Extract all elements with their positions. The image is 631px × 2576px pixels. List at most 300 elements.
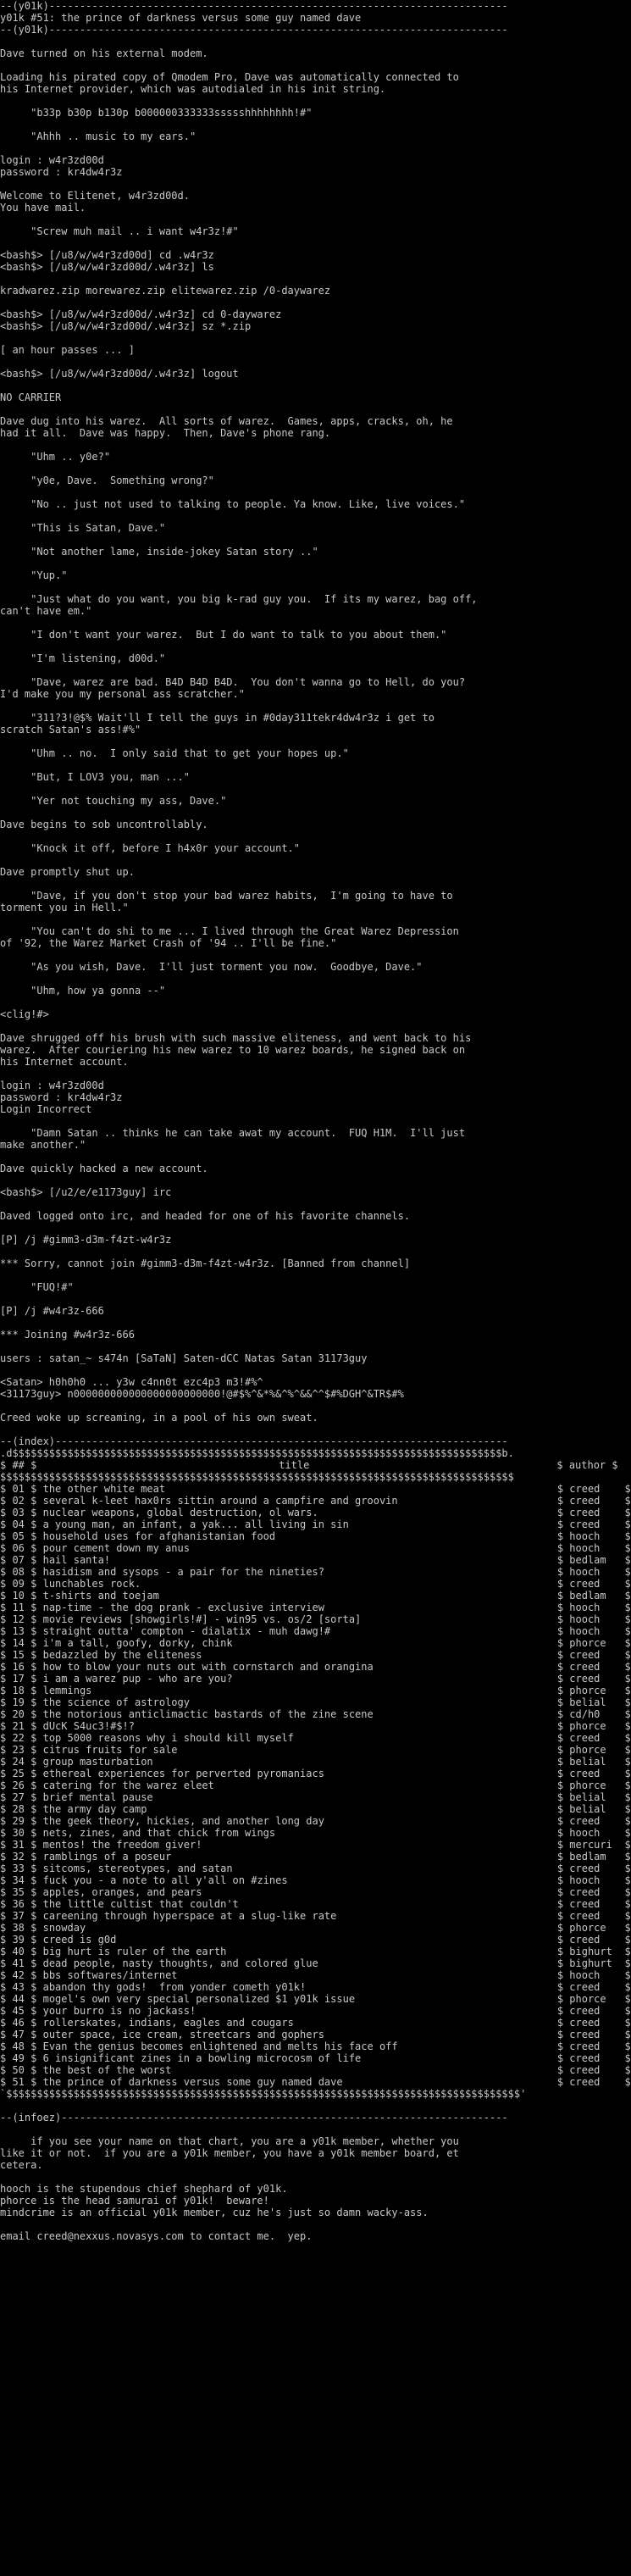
issue-title: big hurt is ruler of the earth xyxy=(42,1946,227,1957)
issue-author: creed xyxy=(569,1863,601,1874)
story-line xyxy=(0,807,610,819)
story-line: *** Joining #w4r3z-666 xyxy=(0,1329,135,1341)
story-line xyxy=(0,997,610,1008)
issue-title: sitcoms, stereotypes, and satan xyxy=(42,1863,233,1874)
index-row: $ 40 $ big hurt is ruler of the earth $ bighurt $ xyxy=(0,1946,631,1957)
issue-title: several k-leet hax0rs sittin around a campfire and groovin xyxy=(42,1495,398,1507)
story-line: users : satan_~ s474n [SaTaN] Saten-dCC Natas Satan 31173guy xyxy=(0,1352,368,1364)
col-author-header: author xyxy=(568,1459,606,1471)
issue-number: 05 xyxy=(12,1530,25,1542)
issue-author: bighurt xyxy=(569,1957,612,1969)
issue-author: bedlam xyxy=(569,1851,606,1863)
issue-title: nuclear weapons, global destruction, ol wars. xyxy=(42,1507,318,1518)
story-line: his Internet account. xyxy=(0,1056,129,1068)
story-line xyxy=(0,356,610,368)
index-row: $ 25 $ ethereal experiences for perverted pyromaniacs $ creed $ xyxy=(0,1768,631,1779)
issue-title: group masturbation xyxy=(42,1756,153,1768)
story-line: "FUQ!#" xyxy=(0,1281,74,1293)
index-table xyxy=(0,1447,631,2100)
index-row: $ 10 $ t-shirts and toejam $ bedlam $ xyxy=(0,1590,631,1602)
story-line: login : w4r3zd00d xyxy=(0,154,104,166)
story-line: <Satan> h0h0h0 ... y3w c4nn0t ezc4p3 m3!#%^ xyxy=(0,1376,263,1388)
issue-author: phorce xyxy=(569,1720,606,1732)
story-line xyxy=(0,783,610,795)
issue-author: creed xyxy=(569,1898,601,1910)
story-line xyxy=(0,439,610,451)
issue-number: 38 xyxy=(12,1922,25,1934)
issue-title: mentos! the freedom giver! xyxy=(42,1839,202,1851)
issue-number: 07 xyxy=(12,1554,25,1566)
story-line: his Internet provider, which was autodialed in his init string. xyxy=(0,83,386,95)
index-row: $ 20 $ the notorious anticlimactic bastards of the zine scene $ cd/h0 $ xyxy=(0,1708,631,1720)
issue-title: Evan the genius becomes enlightened and melts his face off xyxy=(42,2040,398,2052)
issue-title: i'm a tall, goofy, dorky, chink xyxy=(42,1637,233,1649)
document-title: y01k #51: the prince of darkness versus some guy named dave xyxy=(0,12,362,24)
issue-number: 14 xyxy=(12,1637,25,1649)
story-line: "Knock it off, before I h4x0r your account." xyxy=(0,842,301,854)
issue-author: creed xyxy=(569,1661,601,1673)
issue-title: nets, zines, and that chick from wings xyxy=(42,1827,276,1839)
story-line: password : kr4dw4r3z xyxy=(0,166,123,178)
issue-title: careening through hyperspace at a slug-like rate xyxy=(42,1910,337,1922)
issue-title: bedazzled by the eliteness xyxy=(42,1649,202,1661)
story-line: <bash$> [/u8/w/w4r3zd00d/.w4r3z] logout xyxy=(0,368,239,380)
issue-author: creed xyxy=(569,1495,601,1507)
index-row: $ 12 $ movie reviews [showgirls!#] - win95 vs. os/2 [sorta] $ hooch $ xyxy=(0,1613,631,1625)
story-line xyxy=(0,1115,610,1127)
issue-author: phorce xyxy=(569,1993,606,2005)
issue-number: 36 xyxy=(12,1898,25,1910)
issue-number: 24 xyxy=(12,1756,25,1768)
issue-number: 50 xyxy=(12,2064,25,2076)
story-line: "b33p b30p b130p b000000333333ssssshhhhhhhh!#" xyxy=(0,107,313,119)
issue-author: creed xyxy=(569,2052,601,2064)
index-row: $ 27 $ brief mental pause $ belial $ xyxy=(0,1791,631,1803)
issue-author: hooch xyxy=(569,1874,601,1886)
story-line xyxy=(0,1068,610,1080)
issue-author: hooch xyxy=(569,1625,601,1637)
issue-title: lunchables rock. xyxy=(42,1578,141,1590)
story-line: of '92, the Warez Market Crash of '94 .. I'll be fine." xyxy=(0,937,337,949)
infoez-line: hooch is the stupendous chief shephard of y01k. xyxy=(0,2183,288,2195)
story-line xyxy=(0,736,610,747)
issue-number: 11 xyxy=(12,1602,25,1613)
story-line xyxy=(0,1400,610,1412)
issue-author: creed xyxy=(569,1768,601,1779)
story-line xyxy=(0,273,610,285)
story-line xyxy=(0,534,610,546)
story-line: <bash$> [/u8/w/w4r3zd00d/.w4r3z] cd 0-daywarez xyxy=(0,308,282,320)
index-row: $ 47 $ outer space, ice cream, streetcars and gophers $ creed $ xyxy=(0,2029,631,2040)
index-row: $ 33 $ sitcoms, stereotypes, and satan $ creed $ xyxy=(0,1863,631,1874)
issue-number: 12 xyxy=(12,1613,25,1625)
issue-title: a young man, an infant, a yak... all living in sin xyxy=(42,1518,349,1530)
index-row: $ 32 $ ramblings of a poseur $ bedlam $ xyxy=(0,1851,631,1863)
index-row: $ 21 $ dUcK S4uc3!#$!? $ phorce $ xyxy=(0,1720,631,1732)
story-line: Creed woke up screaming, in a pool of his own sweat. xyxy=(0,1412,318,1424)
issue-number: 21 xyxy=(12,1720,25,1732)
story-line: login : w4r3zd00d xyxy=(0,1080,104,1091)
index-row: $ 29 $ the geek theory, hickies, and another long day $ creed $ xyxy=(0,1815,631,1827)
issue-title: brief mental pause xyxy=(42,1791,153,1803)
issue-number: 17 xyxy=(12,1673,25,1685)
infoez-line: cetera. xyxy=(0,2159,43,2171)
index-row: $ 35 $ apples, oranges, and pears $ creed $ xyxy=(0,1886,631,1898)
issue-author: creed xyxy=(569,1886,601,1898)
index-row: $ 17 $ i am a warez pup - who are you? $ creed $ xyxy=(0,1673,631,1685)
story-line xyxy=(0,403,610,415)
infoez-line: if you see your name on that chart, you are a y01k member, whether you xyxy=(0,2135,459,2147)
story-line: <bash$> [/u8/w/w4r3zd00d] cd .w4r3z xyxy=(0,249,214,261)
issue-number: 22 xyxy=(12,1732,25,1744)
story-line xyxy=(0,664,610,676)
index-row: $ 03 $ nuclear weapons, global destruction, ol wars. $ creed $ xyxy=(0,1507,631,1518)
story-line: "You can't do shi to me ... I lived through the Great Warez Depression xyxy=(0,925,459,937)
index-row: $ 41 $ dead people, nasty thoughts, and colored glue $ bighurt $ xyxy=(0,1957,631,1969)
issue-author: creed xyxy=(569,1815,601,1827)
story-line xyxy=(0,973,610,985)
issue-number: 15 xyxy=(12,1649,25,1661)
story-line xyxy=(0,1198,610,1210)
col-num-header: ## xyxy=(12,1459,25,1471)
story-line: Loading his pirated copy of Qmodem Pro, Dave was automatically connected to xyxy=(0,71,459,83)
issue-number: 34 xyxy=(12,1874,25,1886)
issue-number: 13 xyxy=(12,1625,25,1637)
story-line xyxy=(0,1317,610,1329)
issue-author: belial xyxy=(569,1756,606,1768)
story-line xyxy=(0,142,610,154)
story-line xyxy=(0,949,610,961)
story-line: scratch Satan's ass!#%" xyxy=(0,724,141,736)
issue-number: 42 xyxy=(12,1969,25,1981)
issue-title: snowday xyxy=(42,1922,86,1934)
index-row: $ 45 $ your burro is no jackass! $ creed $ xyxy=(0,2005,631,2017)
story-line xyxy=(0,36,610,47)
issue-number: 33 xyxy=(12,1863,25,1874)
story-line xyxy=(0,1424,610,1435)
story-line: Dave promptly shut up. xyxy=(0,866,135,878)
index-row: $ 37 $ careening through hyperspace at a slug-like rate $ creed $ xyxy=(0,1910,631,1922)
infoez-body xyxy=(0,2124,610,2242)
story-line xyxy=(0,178,610,190)
infoez-line xyxy=(0,2218,610,2230)
story-line xyxy=(0,1020,610,1032)
index-rule: --(index)-------------------------------------------------------------------------- xyxy=(0,1435,508,1447)
issue-number: 19 xyxy=(12,1696,25,1708)
story-line xyxy=(0,95,610,107)
issue-title: dUcK S4uc3!#$!? xyxy=(42,1720,135,1732)
issue-number: 49 xyxy=(12,2052,25,2064)
story-line xyxy=(0,380,610,391)
issue-author: belial xyxy=(569,1696,606,1708)
issue-number: 04 xyxy=(12,1518,25,1530)
issue-author: phorce xyxy=(569,1744,606,1756)
issue-author: creed xyxy=(569,2017,601,2029)
story-line: make another." xyxy=(0,1139,86,1151)
index-row: $ 14 $ i'm a tall, goofy, dorky, chink $ phorce $ xyxy=(0,1637,631,1649)
issue-title: movie reviews [showgirls!#] - win95 vs. os/2 [sorta] xyxy=(42,1613,362,1625)
issue-author: creed xyxy=(569,2040,601,2052)
index-row: $ 44 $ mogel's own very special personalized $1 y01k issue $ phorce $ xyxy=(0,1993,631,2005)
index-row: $ 09 $ lunchables rock. $ creed $ xyxy=(0,1578,631,1590)
issue-author: bedlam xyxy=(569,1590,606,1602)
issue-title: the science of astrology xyxy=(42,1696,190,1708)
index-box-bottom: `$$$$$$$$$$$$$$$$$$$$$$$$$$$$$$$$$$$$$$$$$$$$$$$$$$$$$$$$$$$$$$$$$$$$$$$$$$$$$$$$$$$$' xyxy=(0,2088,527,2100)
story-line: Dave shrugged off his brush with such massive eliteness, and went back to his xyxy=(0,1032,472,1044)
story-line: "Yer not touching my ass, Dave." xyxy=(0,795,227,807)
story-line xyxy=(0,1246,610,1257)
story-line: Dave begins to sob uncontrollably. xyxy=(0,819,208,830)
issue-title: the other white meat xyxy=(42,1483,166,1495)
issue-author: belial xyxy=(569,1803,606,1815)
issue-title: outer space, ice cream, streetcars and gophers xyxy=(42,2029,324,2040)
issue-number: 23 xyxy=(12,1744,25,1756)
issue-author: hooch xyxy=(569,1969,601,1981)
index-row: $ 26 $ catering for the warez eleet $ phorce $ xyxy=(0,1779,631,1791)
story-line: <bash$> [/u8/w/w4r3zd00d/.w4r3z] ls xyxy=(0,261,214,273)
story-line xyxy=(0,214,610,225)
story-line xyxy=(0,237,610,249)
issue-title: fuck you - a note to all y'all on #zines xyxy=(42,1874,288,1886)
story-line: torment you in Hell." xyxy=(0,902,129,913)
story-line: "I'm listening, d00d." xyxy=(0,652,166,664)
index-row: $ 18 $ lemmings $ phorce $ xyxy=(0,1685,631,1696)
issue-title: nap-time - the dog prank - exclusive interview xyxy=(42,1602,324,1613)
index-row: $ 43 $ abandon thy gods! from yonder cometh y01k! $ creed $ xyxy=(0,1981,631,1993)
story-line: "As you wish, Dave. I'll just torment you now. Goodbye, Dave." xyxy=(0,961,423,973)
story-line: *** Sorry, cannot join #gimm3-d3m-f4zt-w4r3z. [Banned from channel] xyxy=(0,1257,411,1269)
issue-title: dead people, nasty thoughts, and colored glue xyxy=(42,1957,318,1969)
header-rule: --(y01k)--------------------------------------------------------------------------- xyxy=(0,0,508,12)
index-row: $ 06 $ pour cement down my anus $ hooch $ xyxy=(0,1542,631,1554)
story-line xyxy=(0,1293,610,1305)
story-line: <clig!#> xyxy=(0,1008,49,1020)
index-row: $ 50 $ the best of the worst $ creed $ xyxy=(0,2064,631,2076)
story-line xyxy=(0,913,610,925)
issue-title: hasidism and sysops - a pair for the nineties? xyxy=(42,1566,324,1578)
index-row: $ 28 $ the army day camp $ belial $ xyxy=(0,1803,631,1815)
story-line xyxy=(0,641,610,652)
issue-number: 46 xyxy=(12,2017,25,2029)
issue-author: creed xyxy=(569,1732,601,1744)
issue-author: creed xyxy=(569,2029,601,2040)
story-line: "Yup." xyxy=(0,569,68,581)
issue-number: 20 xyxy=(12,1708,25,1720)
infoez-line: phorce is the head samurai of y01k! beware! xyxy=(0,2195,269,2207)
issue-author: creed xyxy=(569,1981,601,1993)
issue-title: rollerskates, indians, eagles and cougars xyxy=(42,2017,294,2029)
issue-title: catering for the warez eleet xyxy=(42,1779,214,1791)
story-line xyxy=(0,486,610,498)
issue-number: 10 xyxy=(12,1590,25,1602)
story-line xyxy=(0,854,610,866)
story-line: <31173guy> n000000000000000000000000!@#$%^&*%&^%^&&^^$#%DGH^&TR$#% xyxy=(0,1388,404,1400)
story-line: You have mail. xyxy=(0,202,86,214)
index-row: $ 22 $ top 5000 reasons why i should kill myself $ creed $ xyxy=(0,1732,631,1744)
issue-title: the notorious anticlimactic bastards of the zine scene xyxy=(42,1708,374,1720)
story-line: had it all. Dave was happy. Then, Dave's phone rang. xyxy=(0,427,331,439)
issue-title: your burro is no jackass! xyxy=(42,2005,196,2017)
story-line xyxy=(0,1222,610,1234)
story-line: password : kr4dw4r3z xyxy=(0,1091,123,1103)
index-row: $ 49 $ 6 insignificant zines in a bowling microcosm of life $ creed $ xyxy=(0,2052,631,2064)
issue-number: 45 xyxy=(12,2005,25,2017)
story-line xyxy=(0,617,610,629)
issue-number: 44 xyxy=(12,1993,25,2005)
issue-author: creed xyxy=(569,1673,601,1685)
issue-title: the best of the worst xyxy=(42,2064,172,2076)
issue-number: 32 xyxy=(12,1851,25,1863)
infoez-line: mindcrime is an official y01k member, cuz he's just so damn wacky-ass. xyxy=(0,2207,429,2218)
issue-number: 28 xyxy=(12,1803,25,1815)
index-row: $ 15 $ bedazzled by the eliteness $ creed $ xyxy=(0,1649,631,1661)
story-line: [ an hour passes ... ] xyxy=(0,344,135,356)
index-row: $ 34 $ fuck you - a note to all y'all on #zines $ hooch $ xyxy=(0,1874,631,1886)
index-row: $ 46 $ rollerskates, indians, eagles and cougars $ creed $ xyxy=(0,2017,631,2029)
story-line: "This is Satan, Dave." xyxy=(0,522,166,534)
issue-number: 51 xyxy=(12,2076,25,2088)
issue-number: 18 xyxy=(12,1685,25,1696)
story-line: can't have em." xyxy=(0,605,92,617)
story-line: "But, I LOV3 you, man ..." xyxy=(0,771,190,783)
index-row: $ 39 $ creed is g0d $ creed $ xyxy=(0,1934,631,1946)
issue-title: straight outta' compton - dialatix - muh dawg!# xyxy=(42,1625,331,1637)
issue-title: t-shirts and toejam xyxy=(42,1590,159,1602)
issue-number: 02 xyxy=(12,1495,25,1507)
story-line xyxy=(0,332,610,344)
issue-title: the geek theory, hickies, and another long day xyxy=(42,1815,324,1827)
issue-title: pour cement down my anus xyxy=(42,1542,190,1554)
issue-author: mercuri xyxy=(569,1839,612,1851)
issue-number: 40 xyxy=(12,1946,25,1957)
issue-number: 09 xyxy=(12,1578,25,1590)
story-line: "Uhm, how ya gonna --" xyxy=(0,985,166,997)
index-row: $ 11 $ nap-time - the dog prank - exclusive interview $ hooch $ xyxy=(0,1602,631,1613)
story-line: Dave quickly hacked a new account. xyxy=(0,1163,208,1174)
story-line: "Dave, if you don't stop your bad warez habits, I'm going to have to xyxy=(0,890,453,902)
issue-number: 27 xyxy=(12,1791,25,1803)
story-line: "Not another lame, inside-jokey Satan story .." xyxy=(0,546,318,558)
story-line xyxy=(0,878,610,890)
index-separator: $$$$$$$$$$$$$$$$$$$$$$$$$$$$$$$$$$$$$$$$$$$$$$$$$$$$$$$$$$$$$$$$$$$$$$$$$$$$$$$$$$$$ xyxy=(0,1471,514,1483)
story-line xyxy=(0,119,610,130)
issue-number: 31 xyxy=(12,1839,25,1851)
story-line xyxy=(0,59,610,71)
index-row: $ 16 $ how to blow your nuts out with cornstarch and orangina $ creed $ xyxy=(0,1661,631,1673)
story-line xyxy=(0,558,610,569)
index-row: $ 08 $ hasidism and sysops - a pair for the nineties? $ hooch $ xyxy=(0,1566,631,1578)
issue-number: 47 xyxy=(12,2029,25,2040)
index-row: $ 31 $ mentos! the freedom giver! $ mercuri $ xyxy=(0,1839,631,1851)
story-line: warez. After couriering his new warez to 10 warez boards, he signed back on xyxy=(0,1044,466,1056)
issue-title: abandon thy gods! from yonder cometh y01k! xyxy=(42,1981,307,1993)
infoez-rule: --(infoez)------------------------------------------------------------------------- xyxy=(0,2112,508,2124)
issue-author: creed xyxy=(569,1578,601,1590)
col-title-header: title xyxy=(279,1459,310,1471)
index-header-row: $ ## $ title $ author $ xyxy=(0,1459,618,1471)
index-box-top: .d$$$$$$$$$$$$$$$$$$$$$$$$$$$$$$$$$$$$$$$$$$$$$$$$$$$$$$$$$$$$$$$$$$$$$$$$$$$$$$$$b. xyxy=(0,1447,514,1459)
issue-title: the little cultist that couldn't xyxy=(42,1898,239,1910)
issue-title: the prince of darkness versus some guy named dave xyxy=(42,2076,343,2088)
story-line xyxy=(0,1269,610,1281)
index-row: $ 48 $ Evan the genius becomes enlightened and melts his face off $ creed $ xyxy=(0,2040,631,2052)
issue-title: household uses for afghanistanian food xyxy=(42,1530,276,1542)
story-line: "Just what do you want, you big k-rad guy you. If its my warez, bag off, xyxy=(0,593,478,605)
story-line xyxy=(0,700,610,712)
issue-number: 43 xyxy=(12,1981,25,1993)
issue-number: 26 xyxy=(12,1779,25,1791)
title-rule: --(y01k)--------------------------------------------------------------------------- xyxy=(0,24,508,36)
story-line: [P] /j #w4r3z-666 xyxy=(0,1305,104,1317)
story-line: I'd make you my personal ass scratcher." xyxy=(0,688,245,700)
issue-author: phorce xyxy=(569,1637,606,1649)
index-row: $ 36 $ the little cultist that couldn't $ creed $ xyxy=(0,1898,631,1910)
story-line: "Damn Satan .. thinks he can take awat my account. FUQ H1M. I'll just xyxy=(0,1127,466,1139)
issue-number: 01 xyxy=(12,1483,25,1495)
index-row: $ 30 $ nets, zines, and that chick from wings $ hooch $ xyxy=(0,1827,631,1839)
issue-author: hooch xyxy=(569,1827,601,1839)
issue-author: creed xyxy=(569,1507,601,1518)
story-line: [P] /j #gimm3-d3m-f4zt-w4r3z xyxy=(0,1234,172,1246)
issue-title: 6 insignificant zines in a bowling microcosm of life xyxy=(42,2052,362,2064)
issue-author: hooch xyxy=(569,1566,601,1578)
spacer xyxy=(0,2100,610,2112)
story-line: <bash$> [/u2/e/e1173guy] irc xyxy=(0,1186,172,1198)
story-line: "No .. just not used to talking to people. Ya know. Like, live voices." xyxy=(0,498,466,510)
story-line xyxy=(0,1151,610,1163)
issue-author: creed xyxy=(569,1649,601,1661)
issue-title: top 5000 reasons why i should kill myself xyxy=(42,1732,294,1744)
issue-author: creed xyxy=(569,1934,601,1946)
issue-number: 39 xyxy=(12,1934,25,1946)
issue-number: 03 xyxy=(12,1507,25,1518)
issue-number: 30 xyxy=(12,1827,25,1839)
index-row: $ 24 $ group masturbation $ belial $ xyxy=(0,1756,631,1768)
story-body xyxy=(0,36,610,1435)
story-line xyxy=(0,1174,610,1186)
issue-author: creed xyxy=(569,1518,601,1530)
story-line: "311?3!@$% Wait'll I tell the guys in #0day311tekr4dw4r3z i get to xyxy=(0,712,435,724)
issue-number: 37 xyxy=(12,1910,25,1922)
issue-author: creed xyxy=(569,2005,601,2017)
index-row: $ 19 $ the science of astrology $ belial $ xyxy=(0,1696,631,1708)
story-line: "Ahhh .. music to my ears." xyxy=(0,130,196,142)
story-line: kradwarez.zip morewarez.zip elitewarez.zip /0-daywarez xyxy=(0,285,331,297)
issue-author: belial xyxy=(569,1791,606,1803)
index-row: $ 05 $ household uses for afghanistanian food $ hooch $ xyxy=(0,1530,631,1542)
index-row: $ 02 $ several k-leet hax0rs sittin around a campfire and groovin $ creed $ xyxy=(0,1495,631,1507)
story-line: Dave dug into his warez. All sorts of warez. Games, apps, cracks, oh, he xyxy=(0,415,453,427)
issue-title: i am a warez pup - who are you? xyxy=(42,1673,233,1685)
infoez-line xyxy=(0,2171,610,2183)
index-row: $ 04 $ a young man, an infant, a yak... all living in sin $ creed $ xyxy=(0,1518,631,1530)
story-line: "Dave, warez are bad. B4D B4D B4D. You don't wanna go to Hell, do you? xyxy=(0,676,466,688)
story-line: Daved logged onto irc, and headed for one of his favorite channels. xyxy=(0,1210,411,1222)
infoez-line: like it or not. if you are a y01k member, you have a y01k member board, et xyxy=(0,2147,459,2159)
index-row: $ 38 $ snowday $ phorce $ xyxy=(0,1922,631,1934)
issue-number: 08 xyxy=(12,1566,25,1578)
infoez-line: email creed@nexxus.novasys.com to contact me. yep. xyxy=(0,2230,313,2242)
story-line: NO CARRIER xyxy=(0,391,62,403)
index-row: $ 13 $ straight outta' compton - dialatix - muh dawg!# $ hooch $ xyxy=(0,1625,631,1637)
issue-title: lemmings xyxy=(42,1685,92,1696)
issue-title: hail santa! xyxy=(42,1554,111,1566)
issue-title: creed is g0d xyxy=(42,1934,117,1946)
story-line: "I don't want your warez. But I do want to talk to you about them." xyxy=(0,629,447,641)
story-line xyxy=(0,510,610,522)
issue-title: bbs softwares/internet xyxy=(42,1969,178,1981)
story-line: Login Incorrect xyxy=(0,1103,92,1115)
